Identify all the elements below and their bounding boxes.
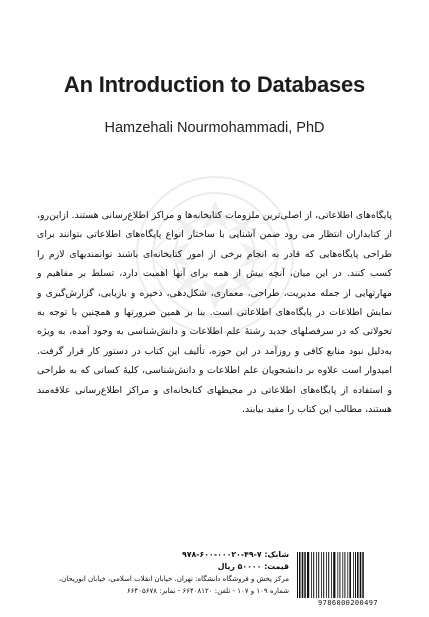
barcode-bar xyxy=(349,552,351,598)
barcode-bar xyxy=(355,552,356,598)
barcode-bar xyxy=(342,552,343,598)
barcode-bar xyxy=(331,552,332,598)
isbn-barcode xyxy=(293,552,403,598)
barcode-bar xyxy=(328,552,329,598)
barcode-bar xyxy=(339,552,340,598)
barcode-bar xyxy=(347,552,348,598)
publication-info xyxy=(29,549,289,597)
barcode-bar xyxy=(337,552,338,598)
barcode-bar xyxy=(321,552,322,598)
barcode-bar xyxy=(302,552,304,598)
barcode-bar xyxy=(307,552,309,598)
barcode-number: 9786000200497 xyxy=(318,599,378,607)
barcode-bar xyxy=(297,552,298,598)
barcode-bar xyxy=(333,552,335,598)
book-title: An Introduction to Databases xyxy=(63,72,366,97)
barcode-bar xyxy=(311,552,312,598)
publisher-address: مرکز پخش و فروشگاه دانشگاه: تهران، خیابان انقلاب اسلامی، خیابان ابوریحان، xyxy=(58,575,289,583)
barcode-bar xyxy=(299,552,301,598)
barcode-bar xyxy=(304,552,306,598)
isbn: شابک: ۷-۴۹-۰۰۰۲۰-۶۰۰-۹۷۸ xyxy=(182,550,289,559)
barcode-bar xyxy=(326,552,327,598)
barcode-bar xyxy=(357,552,359,598)
barcode-bar xyxy=(323,552,324,598)
barcode-bar xyxy=(353,552,354,598)
publisher-phone: شماره ۱۰۹ و ۱۰۷ - تلفن: ۶۶۴۰۸۱۲۰ - نمابر: ۶۶۴۰۵۶۷۸ xyxy=(126,587,289,595)
barcode-bar xyxy=(316,552,317,598)
barcode-bar xyxy=(313,552,314,598)
barcode-bar xyxy=(344,552,345,598)
barcode-bar xyxy=(362,552,364,598)
book-description: پایگاه‌های اطلاعاتی، از اصلی‌ترین ملزومات کتابخانه‌ها و مراکز اطلاع‌رسانی هستند. ازاین‌رو، از کتابداران انتظار می رود ضمن آشنایی با ساختار انواع پایگاه‌های اطلاعاتی بتوانند برای طراحی پایگاه‌هایی که قادر به انجام برخی از امور کتابخانه‌ای باشند توانمندیهای لازم را کسب کنند. در این میان، آنچه بیش از همه برای آنها اهمیت دارد، تسلط بر مفاهیم و مهارتهایی از جمله مدیریت، طراحی، معماری، شکل‌دهی، ذخیره و بازیابی، گزارش‌گیری و نمایش اطلاعات در پایگاه‌های اطلاعاتی است. بنا بر همین ضرورتها و همچنین با توجه به تحولاتی که در سرفصلهای جدید رشتهٔ علم اطلاعات و دانش‌شناسی به وجود آمده، به ویژه به‌دلیل نبود منابع کافی و روزآمد در این حوزه، تألیف این کتاب در دستور کار قرار گرفت. امیدوار است علاوه بر دانشجویان علم اطلاعات و دانش‌شناسی، کلیهٔ کسانی که به طراحی و استفاده از پایگاه‌های اطلاعاتی در محیطهای کتابخانه‌ای و مراکز اطلاع‌رسانی علاقه‌مند هستند، مطالب این کتاب را مفید بیابند. xyxy=(37,210,392,416)
price: قیمت: ۵۰۰۰۰ ریال xyxy=(217,562,289,571)
author-name: Hamzehali Nourmohammadi, PhD xyxy=(104,120,325,136)
barcode-bar xyxy=(360,552,362,598)
barcode-bar xyxy=(318,552,319,598)
